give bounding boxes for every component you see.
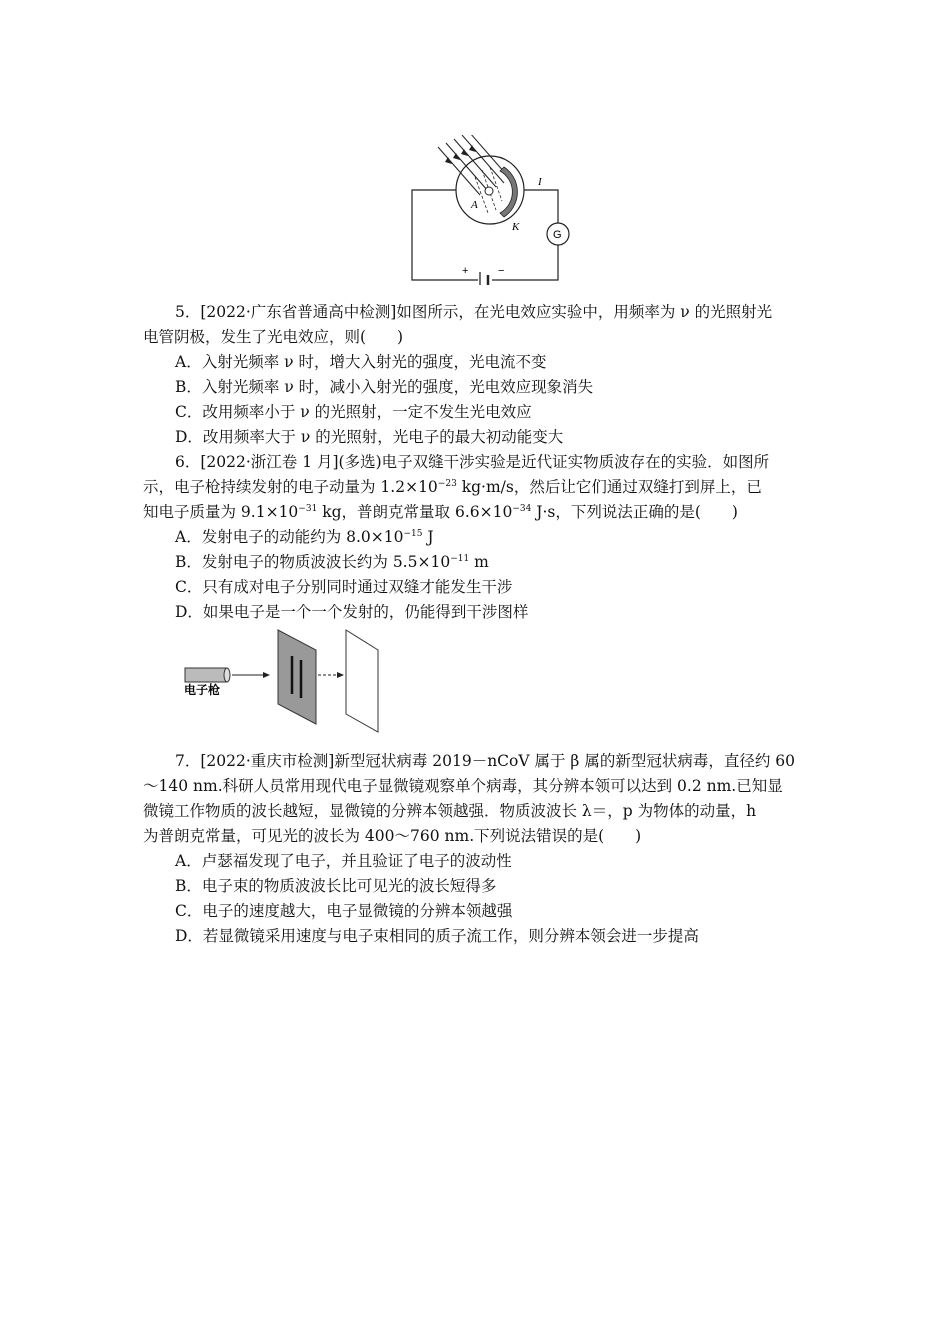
q5-stem-line1: 5．[2022·广东省普通高中检测]如图所示，在光电效应实验中，用频率为 ν 的光照射光 [175, 303, 773, 321]
q7-option-c: C．电子的速度越大，电子显微镜的分辨本领越强 [175, 902, 513, 920]
q7-stem-line3: 微镜工作物质的波长越短，显微镜的分辨本领越强．物质波波长 λ＝，p 为物体的动量，h [143, 802, 757, 820]
q6-option-a: A．发射电子的动能约为 $8.0\times 10^{-15}$ J [175, 528, 434, 546]
q7-stem-line1: 7．[2022·重庆市检测]新型冠状病毒 2019－nCoV 属于 β 属的新型冠状病毒，直径约 60 [175, 752, 795, 770]
q6-option-b: B．发射电子的物质波波长约为 $5.5\times 10^{-11}$ m [175, 553, 489, 571]
label-I: I [538, 176, 542, 188]
label-A: A [471, 199, 478, 211]
label-plus: + [462, 265, 469, 277]
q6-option-d: D．如果电子是一个一个发射的，仍能得到干涉图样 [175, 603, 529, 621]
q6-stem-line3: 知电子质量为 $9.1\times 10^{-31}$ kg，普朗克常量取 $6.6\times 10^{-34}$ J·s，下列说法正确的是( ) [143, 503, 738, 521]
label-K: K [512, 221, 520, 233]
q5-option-b: B．入射光频率 ν 时，减小入射光的强度，光电效应现象消失 [175, 378, 594, 396]
q6-stem-line1: 6．[2022·浙江卷 1 月](多选)电子双缝干涉实验是近代证实物质波存在的实验．如图所 [175, 453, 770, 471]
q7-option-d: D．若显微镜采用速度与电子束相同的质子流工作，则分辨本领会进一步提高 [175, 927, 699, 945]
q7-stem-line4: 为普朗克常量，可见光的波长为 400～760 nm.下列说法错误的是( ) [143, 827, 642, 845]
q7-option-a: A．卢瑟福发现了电子，并且验证了电子的波动性 [175, 852, 512, 870]
q7-stem-line2: ～140 nm.科研人员常用现代电子显微镜观察单个病毒，其分辨本领可以达到 0.2 nm.已知显 [143, 777, 783, 795]
q5-option-a: A．入射光频率 ν 时，增大入射光的强度，光电流不变 [175, 353, 547, 371]
q7-option-b: B．电子束的物质波波长比可见光的波长短得多 [175, 877, 497, 895]
q5-stem-line2: 电管阴极，发生了光电效应，则( ) [143, 328, 404, 346]
q5-option-d: D．改用频率大于 ν 的光照射，光电子的最大初动能变大 [175, 428, 564, 446]
label-minus: − [498, 265, 505, 277]
photoelectric-circuit-figure [400, 135, 575, 285]
q5-option-c: C．改用频率小于 ν 的光照射，一定不发生光电效应 [175, 403, 532, 421]
label-G: G [553, 229, 562, 241]
double-slit-figure [180, 628, 390, 736]
q6-option-c: C．只有成对电子分别同时通过双缝才能发生干涉 [175, 578, 513, 596]
gun-label: 电子枪 [184, 683, 221, 697]
q6-stem-line2: 示，电子枪持续发射的电子动量为 $1.2\times 10^{-23}$ kg·m/s，然后让它们通过双缝打到屏上，已 [143, 478, 762, 496]
